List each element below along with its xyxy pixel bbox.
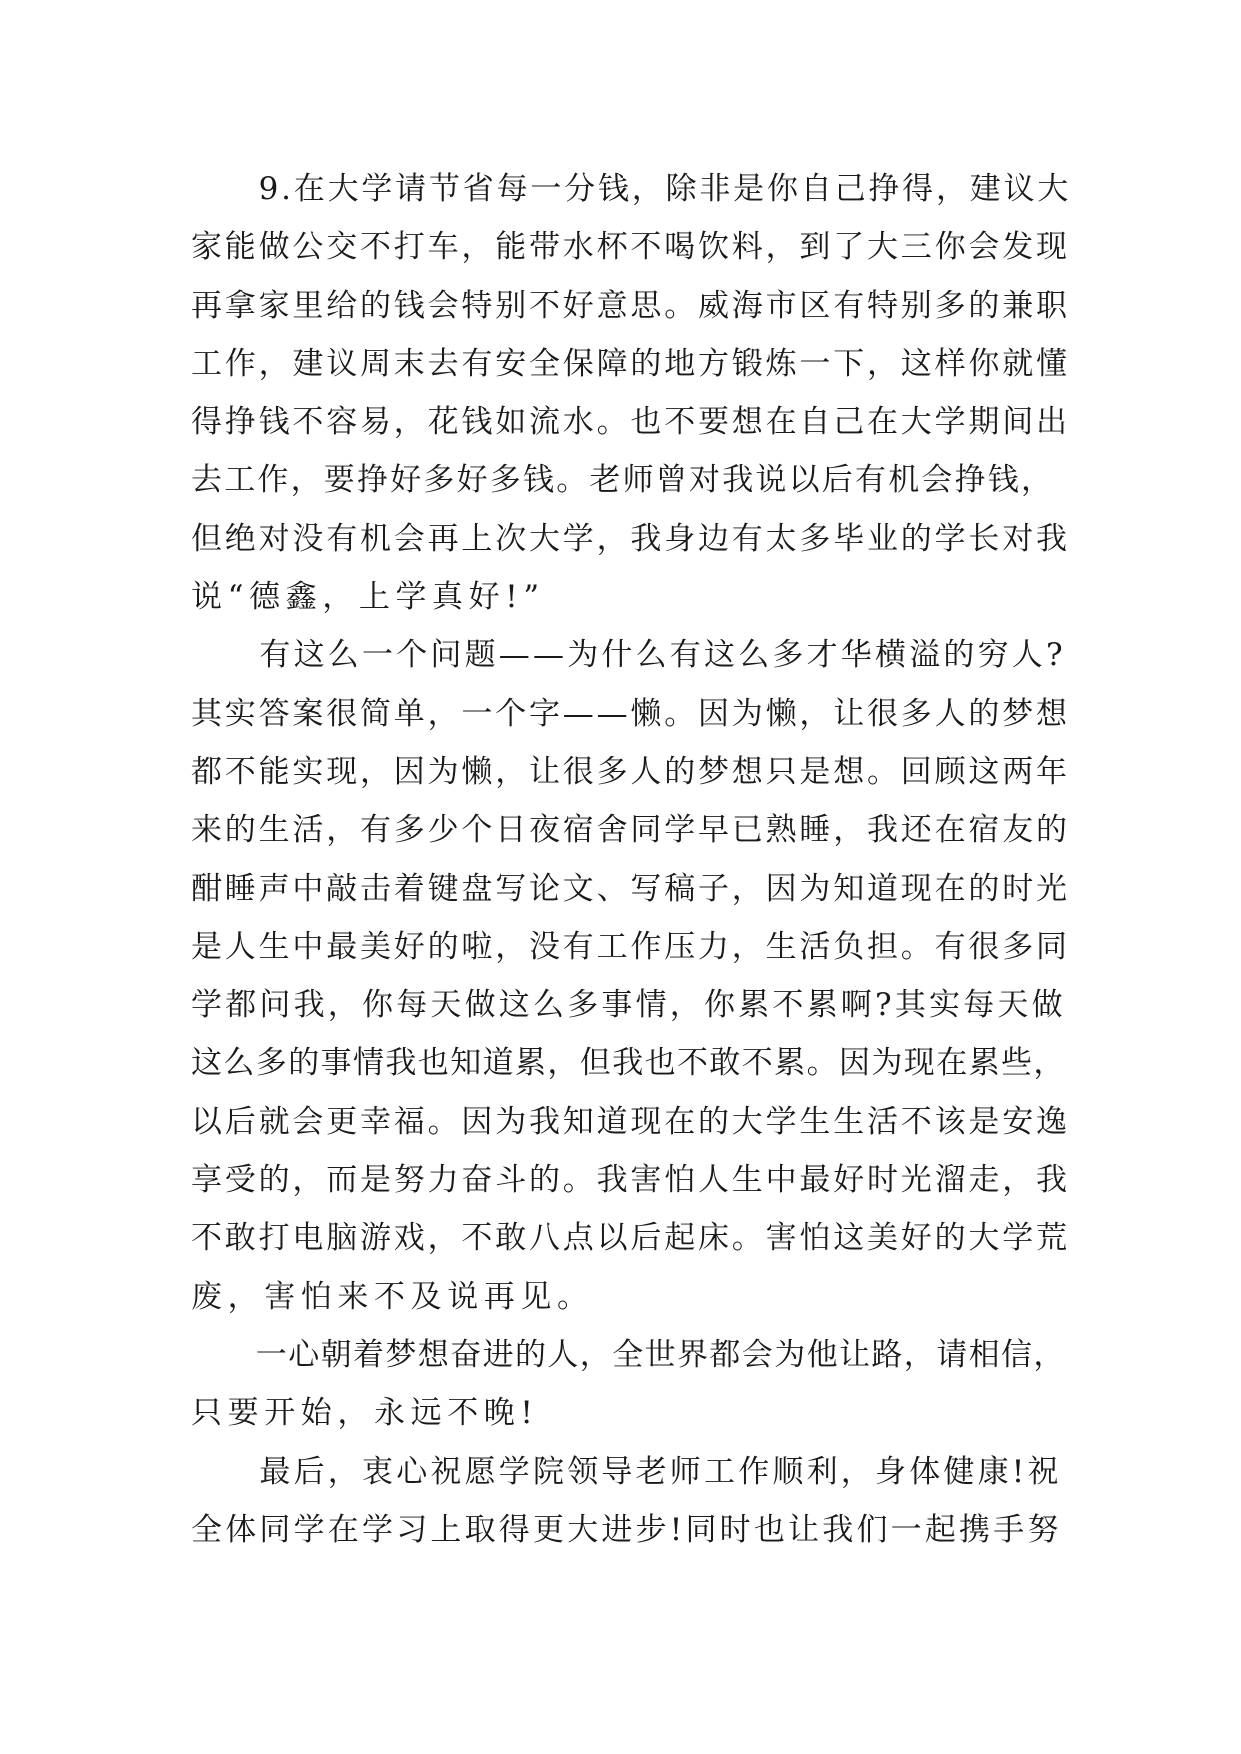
text-line: 最后，衷心祝愿学院领导老师工作顺利，身体健康!祝 xyxy=(191,1453,1062,1490)
text-line: 只要开始，永远不晚! xyxy=(191,1395,539,1432)
text-line: 家能做公交不打车，能带水杯不喝饮料，到了大三你会发现 xyxy=(191,229,1070,266)
text-line: 来的生活，有多少个日夜宿舍同学早已熟睡，我还在宿友的 xyxy=(191,812,1070,849)
text-line: 去工作，要挣好多好多钱。老师曾对我说以后有机会挣钱， xyxy=(191,462,1055,499)
text-line: 以后就会更幸福。因为我知道现在的大学生生活不该是安逸 xyxy=(191,1103,1070,1140)
text-line: 9.在大学请节省每一分钱，除非是你自己挣得，建议大 xyxy=(191,171,1072,207)
text-line: 说“德鑫，上学真好!” xyxy=(191,579,545,616)
text-line: 废，害怕来不及说再见。 xyxy=(191,1278,594,1315)
text-line: 是人生中最美好的啦，没有工作压力，生活负担。有很多同 xyxy=(191,928,1070,965)
text-line: 其实答案很简单，一个字——懒。因为懒，让很多人的梦想 xyxy=(191,695,1070,732)
text-line: 都不能实现，因为懒，让很多人的梦想只是想。回顾这两年 xyxy=(191,753,1070,790)
text-line: 酣睡声中敲击着键盘写论文、写稿子，因为知道现在的时光 xyxy=(191,870,1070,907)
text-line: 有这么一个问题——为什么有这么多才华横溢的穷人? xyxy=(191,637,1066,674)
text-line: 享受的，而是努力奋斗的。我害怕人生中最好时光溜走，我 xyxy=(191,1162,1070,1199)
text-line: 但绝对没有机会再上次大学，我身边有太多毕业的学长对我 xyxy=(191,520,1070,557)
body-text xyxy=(191,160,1071,1559)
text-line: 得挣钱不容易，花钱如流水。也不要想在自己在大学期间出 xyxy=(191,404,1070,441)
text-line: 工作，建议周末去有安全保障的地方锻炼一下，这样你就懂 xyxy=(191,345,1070,382)
text-line: 这么多的事情我也知道累，但我也不敢不累。因为现在累些， xyxy=(191,1045,1066,1082)
text-line: 不敢打电脑游戏，不敢八点以后起床。害怕这美好的大学荒 xyxy=(191,1220,1070,1257)
text-line: 一心朝着梦想奋进的人，全世界都会为他让路，请相信， xyxy=(191,1336,1066,1373)
text-line: 再拿家里给的钱会特别不好意思。威海市区有特别多的兼职 xyxy=(191,287,1070,324)
text-line: 全体同学在学习上取得更大进步!同时也让我们一起携手努 xyxy=(191,1511,1062,1548)
text-line: 学都问我，你每天做这么多事情，你累不累啊?其实每天做 xyxy=(191,987,1066,1024)
